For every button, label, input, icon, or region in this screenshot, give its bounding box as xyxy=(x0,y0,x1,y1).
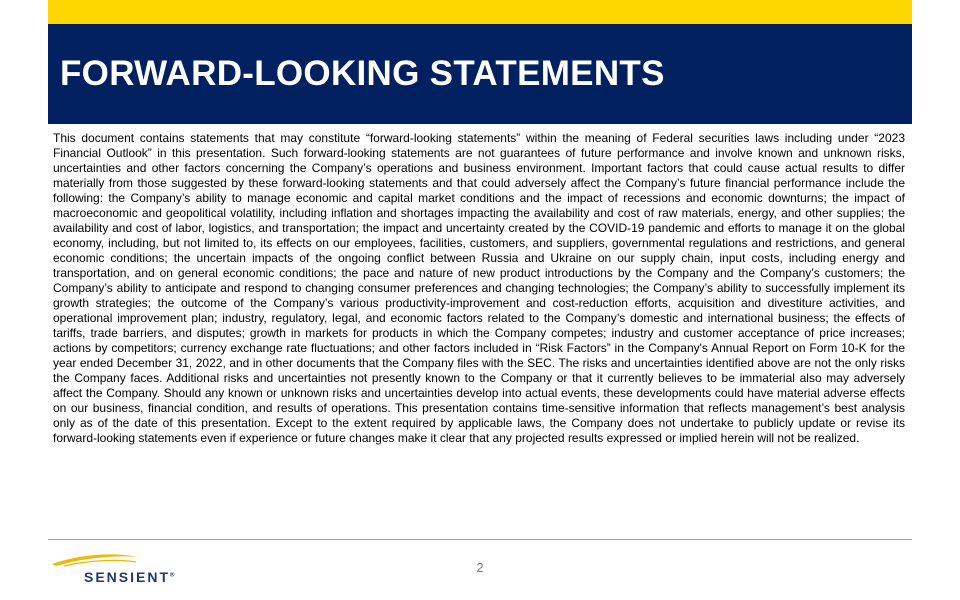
top-accent-bar xyxy=(48,0,912,24)
registered-mark: ® xyxy=(170,572,175,579)
title-band xyxy=(48,24,912,124)
sensient-logo xyxy=(50,552,200,588)
logo-wordmark: SENSIENT® xyxy=(84,569,175,585)
page-title: FORWARD-LOOKING STATEMENTS xyxy=(60,54,665,93)
disclaimer-paragraph: This document contains statements that may constitute “forward-looking statements” within the meaning of Federal securities laws including under “2023 Financial Outlook” in this presentation. Such forward-looking statements are not guarantees of future performance and involve known and unknown risks, uncertainties and other factors concerning the Company’s operations and business environment. Important factors that could cause actual results to differ materially from those suggested by these forward-looking statements and that could adversely affect the Company’s future financial performance include the following: the Company’s ability to manage economic and capital market conditions and the impact of recessions and economic downturns; the impact of macroeconomic and geopolitical volatility, including inflation and shortages impacting the availability and cost of raw materials, energy, and other supplies; the availability and cost of labor, logistics, and transportation; the impact and uncertainty created by the COVID-19 pandemic and efforts to manage it on the global economy, including, but not limited to, its effects on our employees, facilities, customers, and suppliers, governmental regulations and restrictions, and general economic conditions; the uncertain impacts of the ongoing conflict between Russia and Ukraine on our supply chain, input costs, including energy and transportation, and on general economic conditions; the pace and nature of new product introductions by the Company and the Company’s customers; the Company’s ability to anticipate and respond to changing consumer preferences and changing technologies; the Company’s ability to successfully implement its growth strategies; the outcome of the Company’s various productivity-improvement and cost-reduction efforts, acquisition and divestiture activities, and operational improvement plan; industry, regulatory, legal, and economic factors related to the Company’s domestic and international business; the effects of tariffs, trade barriers, and disputes; growth in markets for products in which the Company competes; industry and customer acceptance of price increases; actions by competitors; currency exchange rate fluctuations; and other factors included in “Risk Factors” in the Company's Annual Report on Form 10-K for the year ended December 31, 2022, and in other documents that the Company files with the SEC. The risks and uncertainties identified above are not the only risks the Company faces. Additional risks and uncertainties not presently known to the Company or that it currently believes to be immaterial also may adversely affect the Company. Should any known or unknown risks and uncertainties develop into actual events, these developments could have material adverse effects on our business, financial condition, and results of operations. This presentation contains time-sensitive information that reflects management’s best analysis only as of the date of this presentation. Except to the extent required by applicable laws, the Company does not undertake to publicly update or revise its forward-looking statements even if experience or future changes make it clear that any projected results expressed or implied herein will not be realized. xyxy=(53,131,905,445)
footer-divider xyxy=(48,539,912,540)
page-number: 2 xyxy=(476,560,484,575)
